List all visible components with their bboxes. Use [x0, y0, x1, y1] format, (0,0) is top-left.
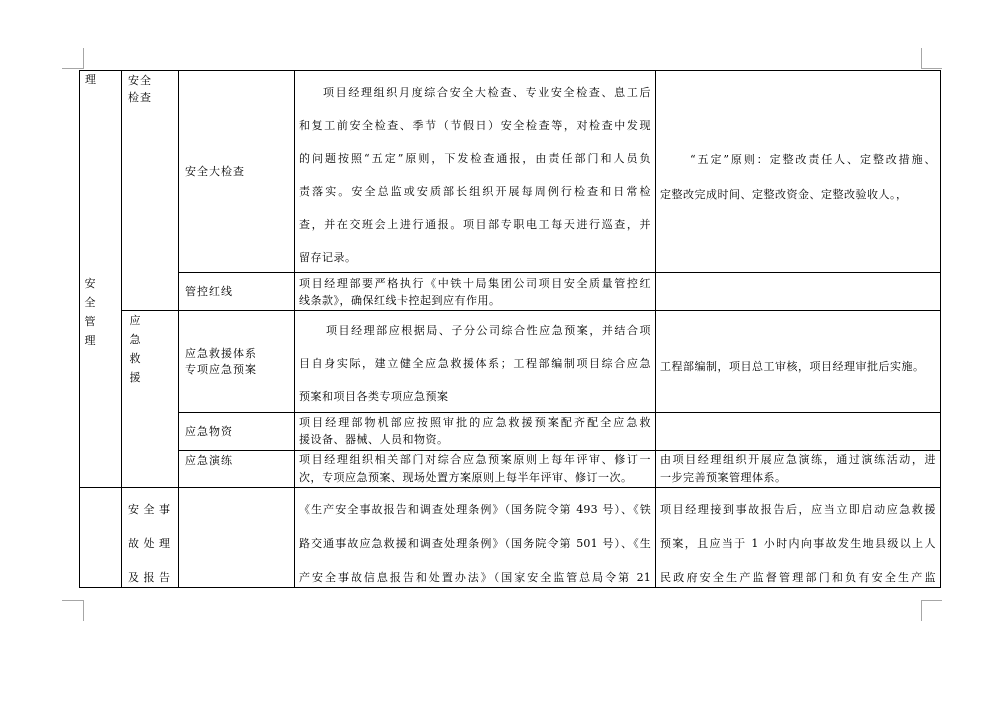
- category-cell: [79, 487, 121, 587]
- group-label-line: 检查: [128, 91, 152, 104]
- remark-cell: [655, 450, 940, 487]
- remark-line: 由项目经理组织开展应急演练，通过演练活动，进: [660, 453, 936, 466]
- requirement-line: 项目经理部应根据局、子分公司综合性应急预案，并结合项: [326, 324, 651, 337]
- item-cell: [178, 487, 294, 587]
- requirement-cell: [294, 70, 655, 272]
- requirement-cell: [294, 310, 655, 412]
- category-cell: [79, 70, 121, 487]
- crop-mark-bottom-left-horizontal: [62, 600, 83, 601]
- group-label: [128, 72, 152, 106]
- remark-line: “五定”原则：定整改责任人、定整改措施、: [690, 153, 936, 166]
- group-cell-safety-inspection: [121, 70, 178, 310]
- requirement-line: 路交通事故应急救援和调查处理条例》（国务院令第 501 号）、《生: [299, 537, 651, 550]
- category-label: 安全管理: [84, 277, 96, 347]
- crop-mark-top-right-horizontal: [921, 68, 942, 69]
- item-label: 管控红线: [185, 284, 233, 298]
- requirement-line: 目自身实际，建立健全应急救援体系；工程部编制项目综合应急: [299, 357, 651, 370]
- crop-mark-top-right-vertical: [921, 48, 922, 69]
- requirement-line: 产安全事故信息报告和处置办法》（国家安全监管总局令第 21: [299, 571, 651, 584]
- requirement-cell: [294, 487, 655, 587]
- group-cell-accident-handling: [121, 487, 178, 587]
- remark-line: 项目经理接到事故报告后，应当立即启动应急救援: [660, 503, 936, 516]
- remark-line: 工程部编制，项目总工审核，项目经理审批后实施。: [660, 360, 925, 373]
- requirement-line: 线条款》，确保红线卡控起到应有作用。: [299, 294, 501, 307]
- crop-mark-bottom-right-vertical: [921, 600, 922, 621]
- requirement-line: 援设备、器械、人员和物资。: [299, 433, 449, 446]
- group-label: 应急救援: [129, 314, 141, 384]
- requirement-line: 的问题按照“五定”原则，下发检查通报，由责任部门和人员负: [299, 152, 651, 165]
- safety-management-table: [79, 70, 941, 588]
- crop-mark-top-left-horizontal: [62, 68, 83, 69]
- item-label: 应急演练: [185, 454, 233, 467]
- remark-line: 民政府安全生产监督管理部门和负有安全生产监: [660, 571, 936, 584]
- remark-line: 一步完善预案管理体系。: [660, 471, 787, 484]
- item-label: 安全大检查: [185, 164, 245, 178]
- group-cell-emergency-rescue: [121, 310, 178, 487]
- requirement-line: 次，专项应急预案、现场处置方案原则上每半年评审、修订一次。: [299, 471, 633, 484]
- item-cell: [178, 412, 294, 450]
- item-label: 应急救援体系: [185, 346, 257, 360]
- remark-line: 预案，且应当于 1 小时内向事故发生地县级以上人: [660, 537, 936, 550]
- remark-cell: [655, 70, 940, 272]
- requirement-line: 项目经理部物机部应按照审批的应急救援预案配齐配全应急救: [299, 416, 651, 429]
- remark-cell: [655, 272, 940, 310]
- requirement-line: 和复工前安全检查、季节（节假日）安全检查等，对检查中发现: [299, 119, 651, 132]
- requirement-line: 项目经理部要严格执行《中铁十局集团公司项目安全质量管控红: [299, 277, 651, 290]
- item-label: 应急物资: [185, 424, 233, 438]
- requirement-line: 责落实。安全总监或安质部长组织开展每周例行检查和日常检: [299, 185, 651, 198]
- remark-line: 定整改完成时间、定整改资金、定整改验收人。，: [660, 188, 908, 201]
- requirement-line: 预案和项目各类专项应急预案: [299, 390, 449, 403]
- requirement-cell: [294, 272, 655, 310]
- requirement-cell: [294, 450, 655, 487]
- crop-mark-bottom-right-horizontal: [921, 600, 942, 601]
- requirement-line: 《生产安全事故报告和调查处理条例》（国务院令第 493 号）、《铁: [299, 503, 651, 516]
- requirement-line: 留存记录。: [299, 251, 357, 264]
- item-cell: [178, 272, 294, 310]
- continued-category-text: 理: [85, 73, 96, 86]
- remark-cell: [655, 412, 940, 450]
- item-cell: [178, 450, 294, 487]
- requirement-cell: [294, 412, 655, 450]
- requirement-line: 项目经理组织相关部门对综合应急预案原则上每年评审、修订一: [299, 453, 651, 466]
- group-label-line: 故处理: [128, 537, 175, 550]
- item-cell: [178, 70, 294, 272]
- remark-cell: [655, 310, 940, 412]
- crop-mark-top-left-vertical: [83, 48, 84, 69]
- group-label-line: 安全: [128, 74, 152, 87]
- group-label-line: 及报告: [128, 571, 175, 584]
- requirement-line: 查，并在交班会上进行通报。项目部专职电工每天进行巡查，并: [299, 218, 651, 231]
- remark-cell: [655, 487, 940, 587]
- requirement-line: 项目经理组织月度综合安全大检查、专业安全检查、息工后: [323, 86, 651, 99]
- group-label-line: 安全事: [128, 503, 175, 516]
- crop-mark-bottom-left-vertical: [83, 600, 84, 621]
- item-label: 专项应急预案: [185, 362, 257, 376]
- item-cell: [178, 310, 294, 412]
